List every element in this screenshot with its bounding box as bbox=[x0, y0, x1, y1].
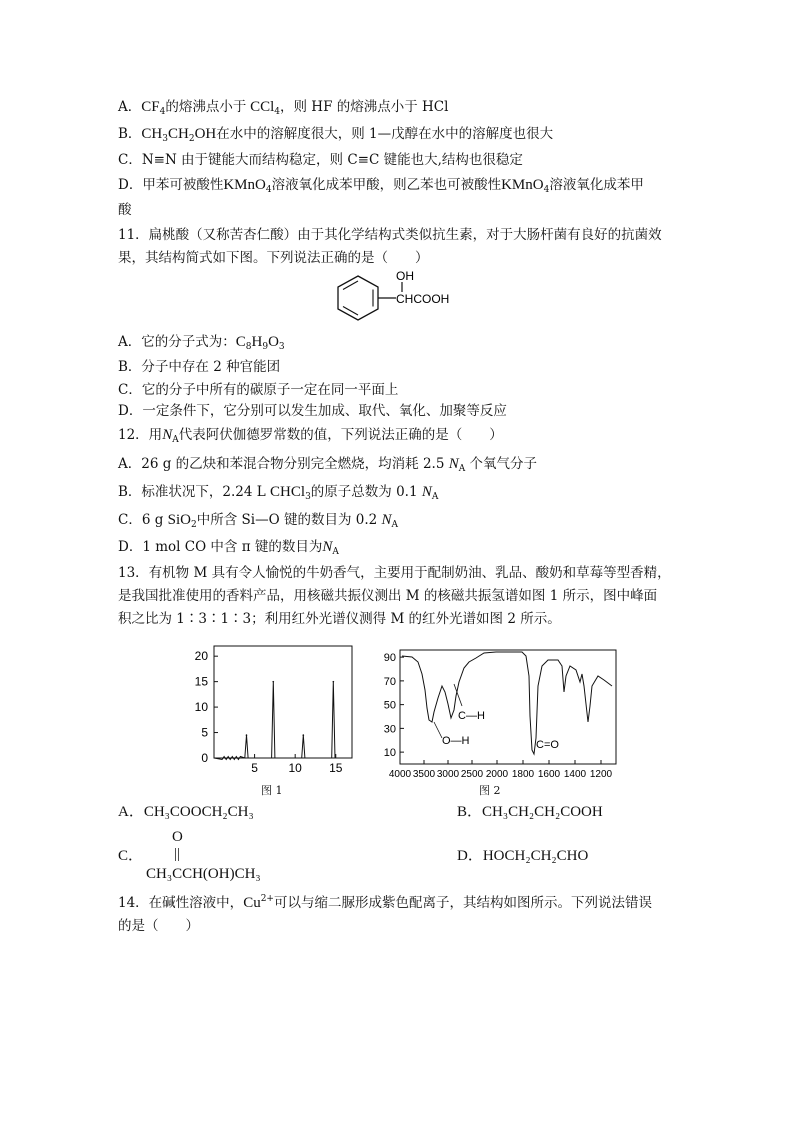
q11-option-b: B．分子中存在 2 种官能团 bbox=[118, 359, 281, 375]
q13-stem-1: 13．有机物 M 具有令人愉悦的牛奶香气，主要用于配制奶油、乳品、酸奶和草莓等型香精， bbox=[118, 565, 671, 581]
q13-option-c-pre: C． bbox=[118, 848, 144, 864]
q13-stem-3: 积之比为 1∶3∶1∶3；利用红外光谱仪测得 M 的红外光谱如图 2 所示。 bbox=[118, 611, 561, 627]
q13-option-c-bond: || bbox=[174, 846, 181, 862]
q10-option-d-cont: 酸 bbox=[118, 202, 132, 218]
q10-option-d: D．甲苯可被酸性KMnO$_4$溶液氧化成苯甲酸，则乙苯也可被酸性KMnO$_4$溶液氧化成苯甲 bbox=[118, 177, 644, 195]
fig2-xtick-label: 2500 bbox=[460, 769, 484, 780]
q10-option-a: A．$CF_4$的熔沸点小于 CCl$_4$，则 HF 的熔沸点小于 HCl bbox=[118, 99, 449, 117]
fig2-xtick-label: 1800 bbox=[511, 769, 535, 780]
q11-stem-1: 11．扁桃酸（又称苦杏仁酸）由于其化学结构式类似抗生素，对于大肠杆菌有良好的抗菌效 bbox=[118, 227, 662, 243]
q10-option-b: B．$CH_3CH_2OH$在水中的溶解度很大，则 1—戊醇在水中的溶解度也很大 bbox=[118, 126, 554, 144]
figure-2-ir bbox=[372, 646, 622, 784]
struct-chain-label: CHCOOH bbox=[396, 292, 450, 306]
q12-option-a: A．26 g 的乙炔和苯混合物分别完全燃烧，均消耗 2.5 $N_A$ 个氧气分子 bbox=[118, 456, 538, 474]
q12-option-b: B．标准状况下，2.24 L CHCl$_3$的原子总数为 0.1 $N_A$ bbox=[118, 484, 439, 502]
q11-option-a: A．它的分子式为：$C_8H_9O_3$ bbox=[118, 334, 285, 352]
fig2-xtick-label: 2000 bbox=[485, 769, 509, 780]
fig2-xtick-label: 3500 bbox=[412, 769, 436, 780]
q11-option-d: D．一定条件下，它分别可以发生加成、取代、氧化、加聚等反应 bbox=[118, 403, 507, 419]
fig2-ytick-label: 30 bbox=[383, 723, 396, 736]
fig2-ytick-label: 90 bbox=[383, 652, 396, 665]
q11-stem-2: 果，其结构简式如下图。下列说法正确的是（ ） bbox=[118, 250, 429, 266]
q13-option-c-o: O bbox=[172, 829, 183, 845]
fig1-xtick-label: 10 bbox=[288, 761, 302, 775]
q12-stem: 12．用$N_A$代表阿伏伽德罗常数的值，下列说法正确的是（ ） bbox=[118, 427, 503, 445]
fig2-frame bbox=[400, 650, 616, 764]
fig1-ytick-label: 0 bbox=[201, 751, 208, 765]
fig1-spectrum-line bbox=[214, 682, 348, 760]
fig2-label-ch: C—H bbox=[458, 710, 485, 722]
fig2-label-co: C=O bbox=[536, 739, 559, 751]
figure-2-caption: 图 2 bbox=[479, 784, 501, 797]
q13-option-d: D．HOCH₂CH₂CHO bbox=[457, 848, 589, 864]
fig1-frame bbox=[214, 646, 352, 758]
fig2-xtick-label: 3000 bbox=[436, 769, 460, 780]
q14-stem-1: 14．在碱性溶液中，$Cu^{2+}$可以与缩二脲形成紫色配离子，其结构如图所示。下列说法错误 bbox=[118, 894, 652, 911]
q12-option-d: D．1 mol CO 中含 π 键的数目为$N_A$ bbox=[118, 539, 339, 557]
fig1-peak bbox=[272, 681, 274, 683]
q13-option-b: B．CH₃CH₂CH₂COOH bbox=[457, 804, 603, 820]
figure-1-nmr bbox=[180, 640, 360, 780]
fig1-ytick-label: 10 bbox=[194, 700, 208, 715]
fig2-xtick-label: 1400 bbox=[563, 769, 587, 780]
fig2-xtick-label: 1600 bbox=[537, 769, 561, 780]
fig1-peak bbox=[246, 734, 248, 736]
q10-option-c: C．N≡N 由于键能大而结构稳定，则 C≡C 键能也大,结构也很稳定 bbox=[118, 152, 523, 168]
q12-option-c: C．6 g SiO$_2$中所含 Si—O 键的数目为 0.2 $N_A$ bbox=[118, 512, 399, 530]
fig2-spectrum-line bbox=[402, 652, 612, 754]
fig2-oh-leader bbox=[434, 722, 442, 738]
fig1-peak bbox=[302, 734, 304, 736]
fig2-ytick-label: 50 bbox=[383, 699, 396, 712]
fig2-xtick-label: 1200 bbox=[589, 769, 613, 780]
q14-stem-2: 的是（ ） bbox=[118, 918, 199, 934]
fig1-ytick-label: 5 bbox=[201, 725, 208, 740]
fig2-ytick-label: 70 bbox=[383, 675, 396, 688]
fig1-ytick-label: 20 bbox=[194, 649, 208, 664]
fig2-label-oh: O—H bbox=[442, 735, 470, 747]
fig1-peak bbox=[333, 681, 335, 683]
q13-option-c: CH₃CCH(OH)CH₃ bbox=[146, 866, 261, 882]
fig1-ytick-label: 15 bbox=[194, 674, 208, 689]
fig1-xtick-label: 15 bbox=[329, 761, 343, 775]
q13-option-a: A．CH₃COOCH₂CH₃ bbox=[118, 804, 254, 820]
fig2-xtick-label: 4000 bbox=[388, 769, 412, 780]
q13-stem-2: 是我国批准使用的香料产品，用核磁共振仪测出 M 的核磁共振氢谱如图 1 所示，图中峰面 bbox=[118, 588, 658, 604]
struct-oh-label: OH bbox=[396, 269, 414, 283]
q11-option-c: C．它的分子中所有的碳原子一定在同一平面上 bbox=[118, 382, 399, 398]
figure-1-caption: 图 1 bbox=[261, 784, 283, 797]
fig1-xtick-label: 5 bbox=[251, 761, 258, 775]
mandelic-acid-structure bbox=[330, 268, 470, 330]
fig2-ytick-label: 10 bbox=[383, 747, 396, 760]
